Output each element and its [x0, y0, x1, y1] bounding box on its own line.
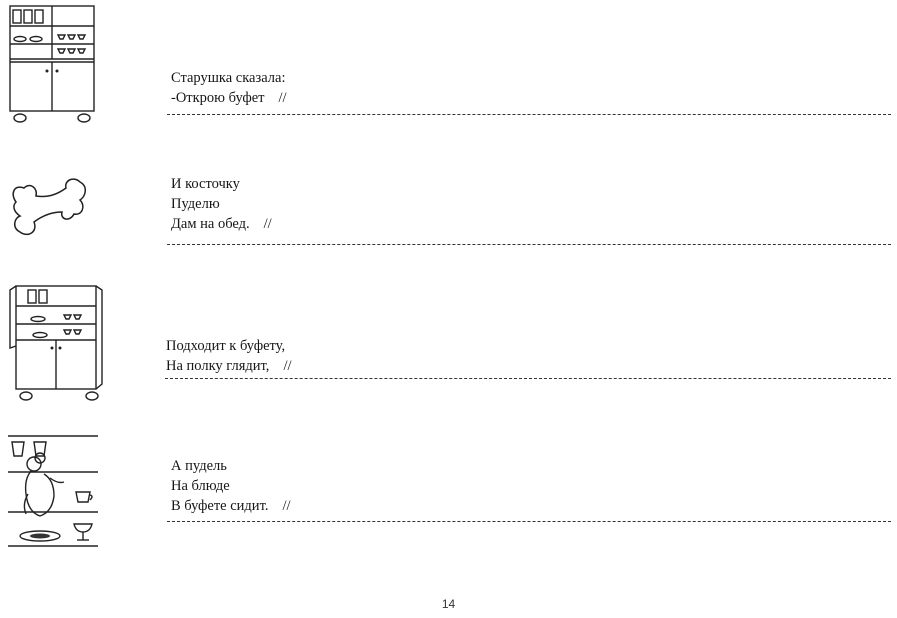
stanza-2 [171, 174, 272, 234]
verse-line: Подходит к буфету, [166, 338, 286, 354]
pause-mark: // [263, 216, 272, 232]
verse-line: И косточку [171, 176, 240, 192]
stanza-4 [171, 456, 291, 516]
writing-line [167, 521, 891, 522]
verse-line: На полку глядит, [166, 358, 270, 374]
poodle-in-cupboard-icon [6, 434, 100, 550]
cupboard-icon [6, 4, 98, 124]
stanza-1 [171, 68, 287, 108]
verse-line: А пудель [171, 458, 227, 474]
stanza-3 [166, 336, 292, 376]
verse-line: Старушка сказала: [171, 70, 286, 86]
verse-line: -Открою буфет [171, 90, 265, 106]
pause-mark: // [282, 498, 291, 514]
verse-line: В буфете сидит. [171, 498, 269, 514]
verse-line: Пуделю [171, 196, 220, 212]
verse-line: Дам на обед. [171, 216, 250, 232]
writing-line [167, 244, 891, 245]
writing-line [167, 114, 891, 115]
bone-icon [8, 172, 90, 242]
writing-line [165, 378, 891, 379]
pause-mark: // [278, 90, 287, 106]
verse-line: На блюде [171, 478, 230, 494]
pause-mark: // [283, 358, 292, 374]
page-number: 14 [441, 597, 456, 611]
cupboard-icon [8, 284, 104, 404]
